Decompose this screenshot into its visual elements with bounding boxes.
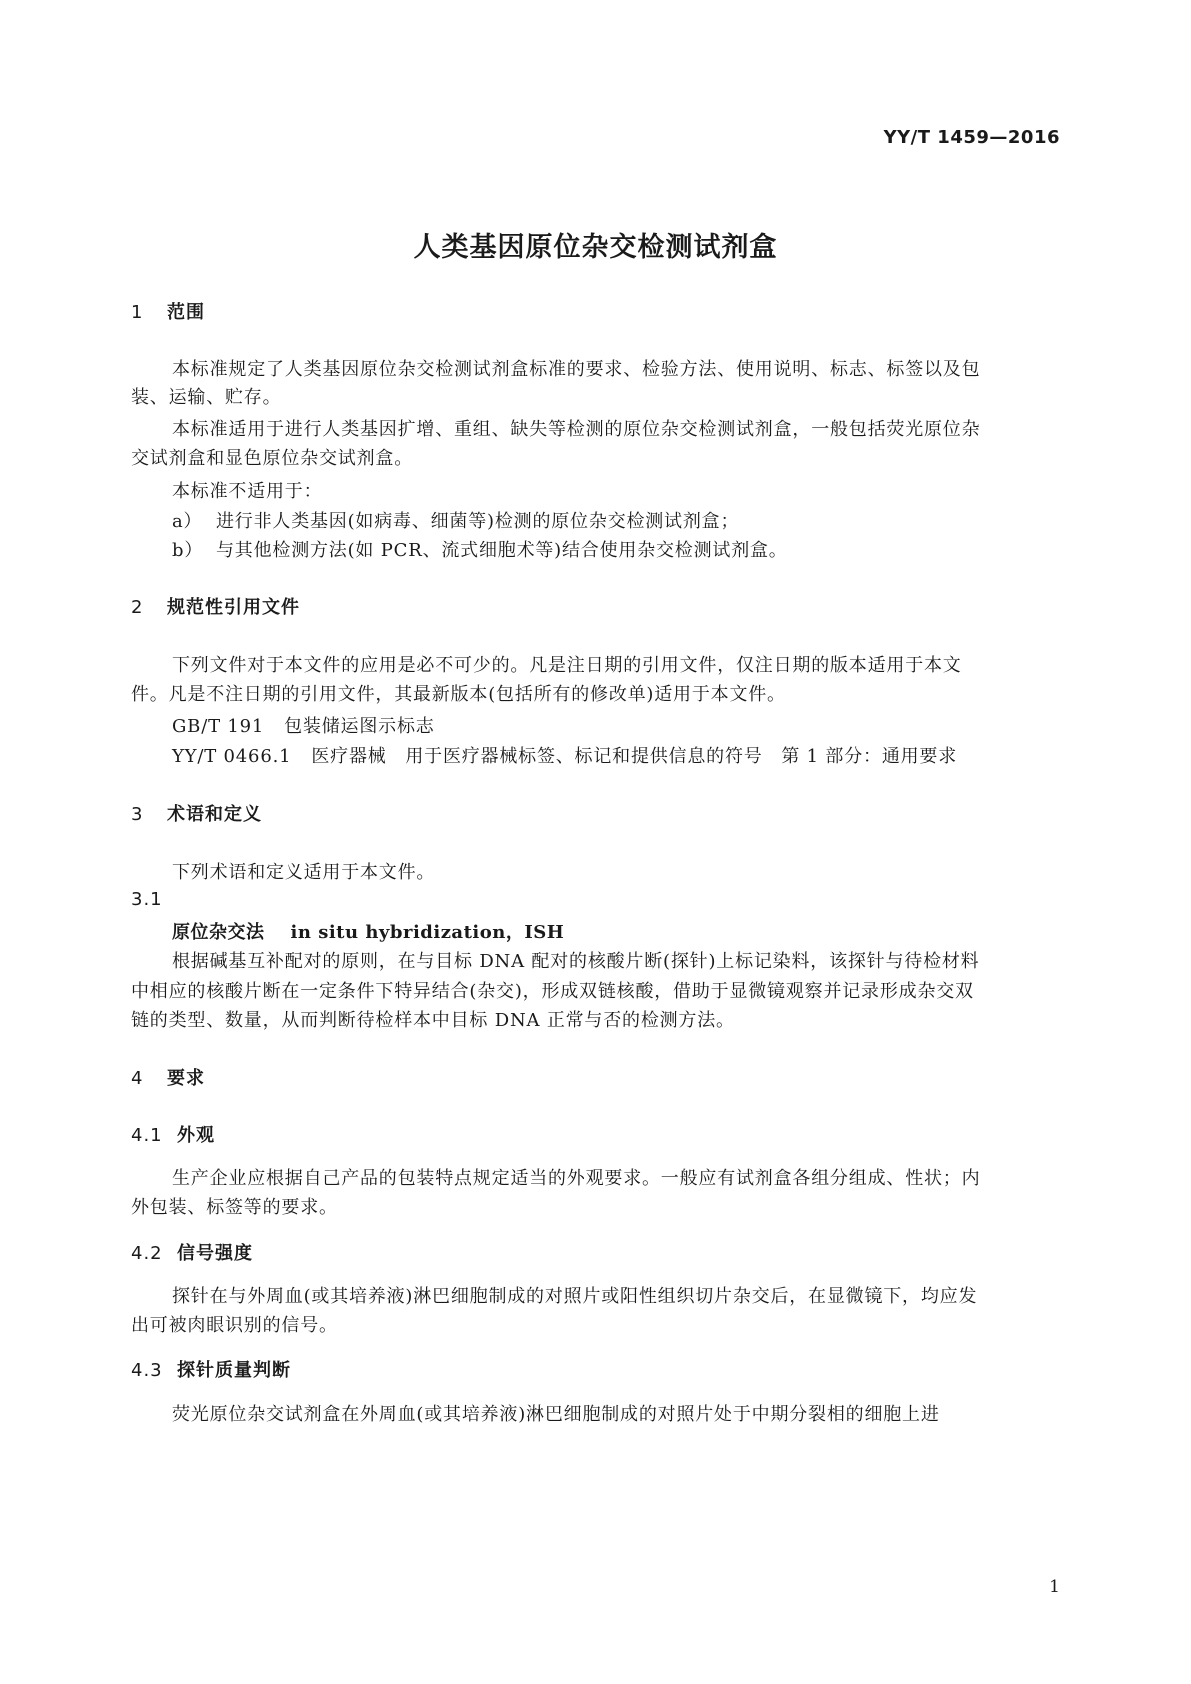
list-marker: b） <box>172 540 204 561</box>
reference-code: YY/T 0466.1 <box>172 746 292 767</box>
subsection-number: 4.1 <box>131 1125 163 1146</box>
section-1-heading <box>131 298 205 324</box>
list-item-text: 进行非人类基因(如病毒、细菌等)检测的原位杂交检测试剂盒； <box>216 511 740 532</box>
section-3-heading <box>131 800 262 826</box>
section-title: 要求 <box>167 1068 205 1089</box>
paragraph-line: 出可被肉眼识别的信号。 <box>131 1315 338 1336</box>
paragraph-line: 下列术语和定义适用于本文件。 <box>172 862 436 883</box>
paragraph-line: 本标准适用于进行人类基因扩增、重组、缺失等检测的原位杂交检测试剂盒，一般包括荧光原位杂 <box>172 419 981 440</box>
section-title: 范围 <box>167 302 205 323</box>
list-item-text: 与其他检测方法(如 PCR、流式细胞术等)结合使用杂交检测试剂盒。 <box>216 540 788 561</box>
section-4-heading <box>131 1064 205 1090</box>
list-item <box>172 536 788 562</box>
subsection-number: 4.3 <box>131 1360 163 1381</box>
paragraph-line: 本标准规定了人类基因原位杂交检测试剂盒标准的要求、检验方法、使用说明、标志、标签以及包 <box>172 359 981 380</box>
paragraph-line: 外包装、标签等的要求。 <box>131 1197 338 1218</box>
section-2-heading <box>131 593 300 619</box>
subsection-4-3-heading <box>131 1356 291 1382</box>
term-english: in situ hybridization，ISH <box>290 922 565 943</box>
paragraph-line: 下列文件对于本文件的应用是必不可少的。凡是注日期的引用文件，仅注日期的版本适用于本文 <box>172 655 962 676</box>
term-entry <box>172 918 564 944</box>
definition-line: 根据碱基互补配对的原则，在与目标 DNA 配对的核酸片断(探针)上标记染料，该探针与待检材料 <box>172 951 980 972</box>
paragraph-line: 件。凡是不注日期的引用文件，其最新版本(包括所有的修改单)适用于本文件。 <box>131 684 786 705</box>
paragraph-line: 探针在与外周血(或其培养液)淋巴细胞制成的对照片或阳性组织切片杂交后，在显微镜下，均应发 <box>172 1286 978 1307</box>
list-marker: a） <box>172 511 203 532</box>
subsection-4-1-heading <box>131 1121 215 1147</box>
paragraph-line: 交试剂盒和显色原位杂交试剂盒。 <box>131 448 413 469</box>
subsection-title: 信号强度 <box>177 1243 253 1264</box>
definition-line: 中相应的核酸片断在一定条件下特异结合(杂交)，形成双链核酸，借助于显微镜观察并记录形成杂交双 <box>131 981 974 1002</box>
reference-title: 包装储运图示标志 <box>284 716 435 737</box>
subsection-title: 外观 <box>177 1125 215 1146</box>
document-title: 人类基因原位杂交检测试剂盒 <box>413 232 778 263</box>
section-title: 规范性引用文件 <box>167 597 300 618</box>
section-number: 3 <box>131 804 144 825</box>
paragraph-line: 生产企业应根据自己产品的包装特点规定适当的外观要求。一般应有试剂盒各组分组成、性状；内 <box>172 1168 981 1189</box>
paragraph-line: 装、运输、贮存。 <box>131 387 282 408</box>
page-number: 1 <box>1049 1577 1060 1597</box>
reference-title: 医疗器械 用于医疗器械标签、标记和提供信息的符号 第 1 部分：通用要求 <box>311 746 958 767</box>
list-item <box>172 507 739 533</box>
term-chinese: 原位杂交法 <box>172 922 265 943</box>
section-number: 4 <box>131 1068 144 1089</box>
standard-code: YY/T 1459—2016 <box>883 127 1060 148</box>
subsection-4-2-heading <box>131 1239 253 1265</box>
section-number: 2 <box>131 597 144 618</box>
subsection-number: 4.2 <box>131 1243 163 1264</box>
paragraph-line: 本标准不适用于： <box>172 481 323 502</box>
reference-entry <box>172 712 435 738</box>
section-title: 术语和定义 <box>167 804 262 825</box>
reference-code: GB/T 191 <box>172 716 265 737</box>
reference-entry <box>172 742 957 768</box>
definition-line: 链的类型、数量，从而判断待检样本中目标 DNA 正常与否的检测方法。 <box>131 1010 735 1031</box>
section-number: 1 <box>131 302 144 323</box>
subsection-number: 3.1 <box>131 889 163 910</box>
paragraph-line: 荧光原位杂交试剂盒在外周血(或其培养液)淋巴细胞制成的对照片处于中期分裂相的细胞上进 <box>172 1404 940 1425</box>
subsection-title: 探针质量判断 <box>177 1360 291 1381</box>
